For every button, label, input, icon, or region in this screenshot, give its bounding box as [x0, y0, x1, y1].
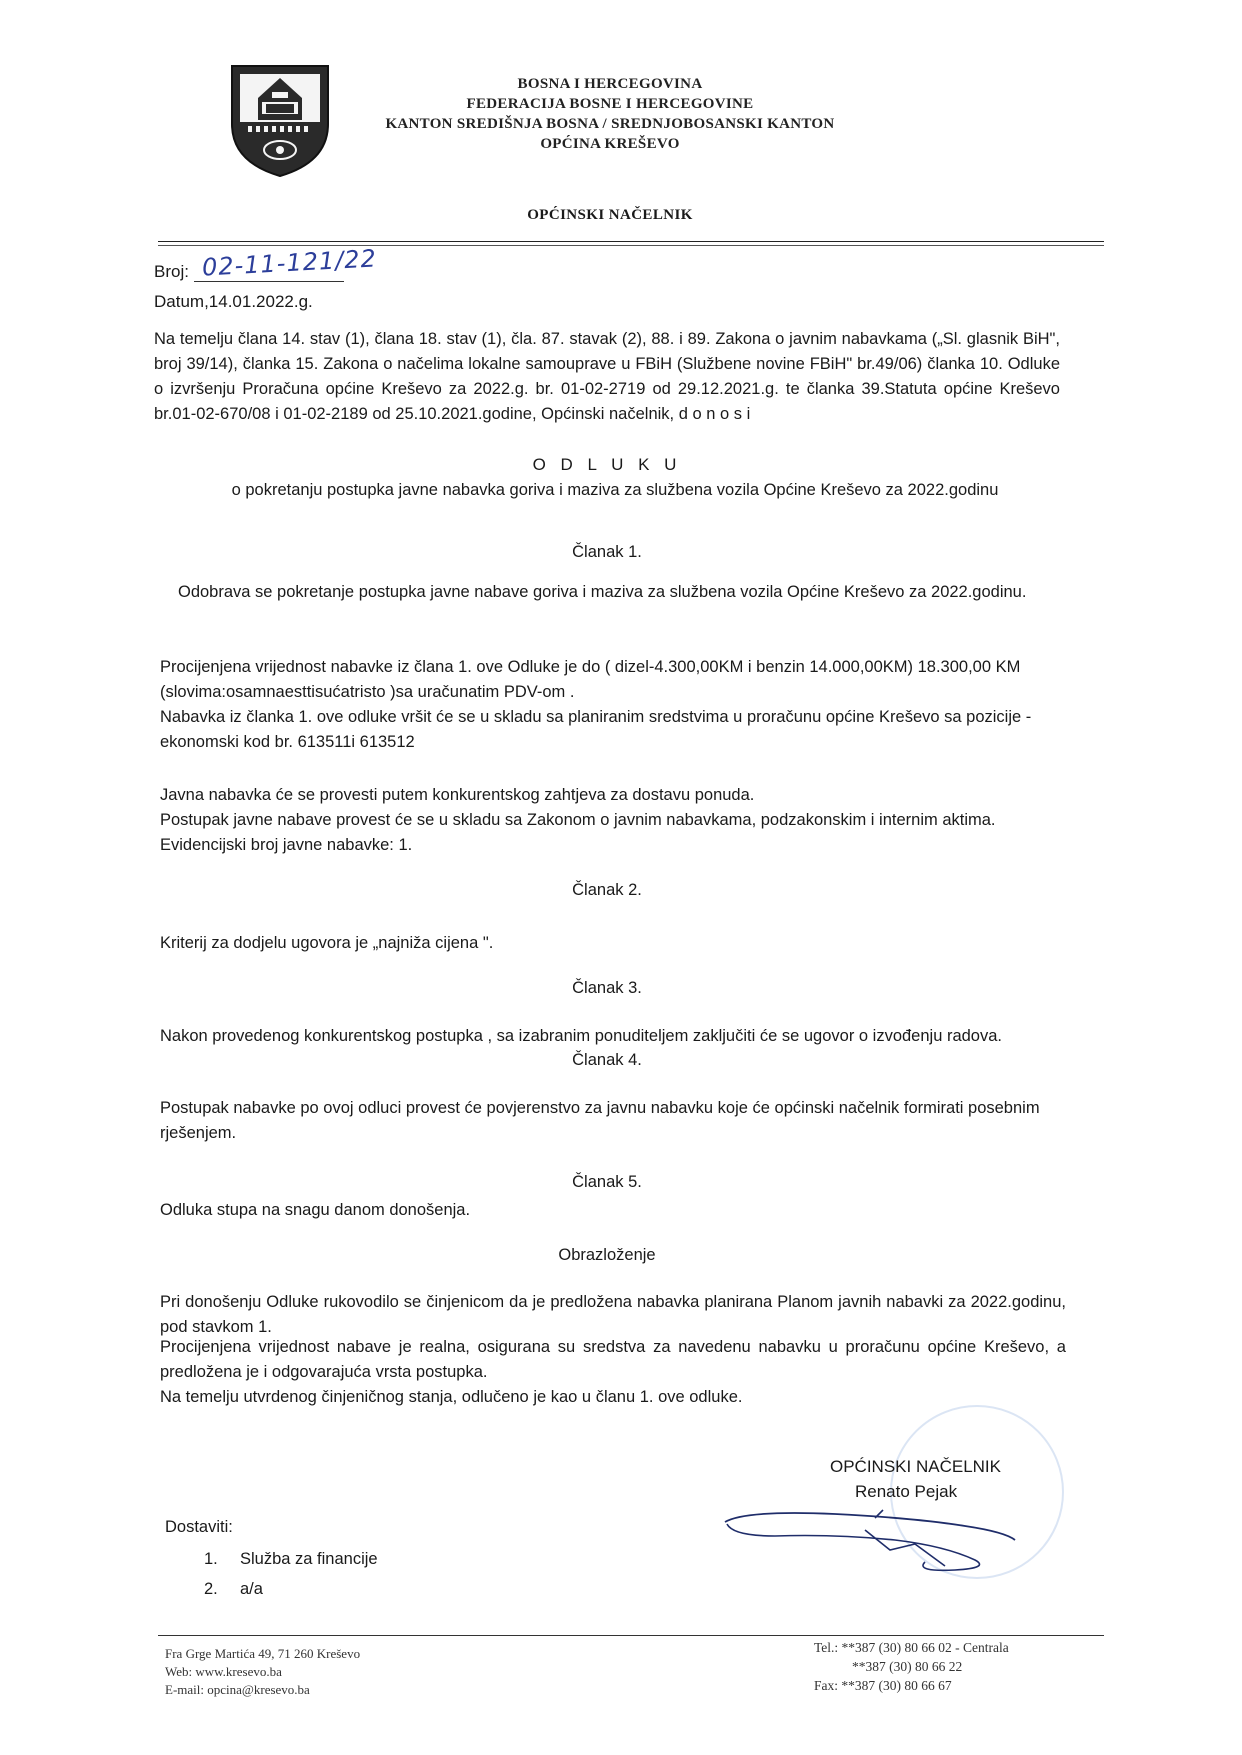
evidence-number: Evidencijski broj javne nabavke: 1.	[160, 836, 413, 854]
footer-fax: Fax: **387 (30) 80 66 67	[814, 1678, 952, 1693]
article-3-body: Nakon provedenog konkurentskog postupka , sa izabranim ponuditeljem zaključiti će se ugovor o izvođenju radova.	[160, 1027, 1002, 1045]
article-4-heading: Članak 4.	[572, 1051, 642, 1069]
header-municipality: OPĆINA KREŠEVO	[540, 136, 680, 152]
article-2-heading: Članak 2.	[572, 881, 642, 899]
article-1-procedure	[160, 783, 1080, 858]
explanation-p2: Procijenjena vrijednost nabave je realna, osigurana su sredstva za navedenu nabavku u proračunu općine Kreševo, a predložena je i odgovarajuća vrsta postupka.	[160, 1338, 1066, 1381]
article-5-heading: Članak 5.	[572, 1173, 642, 1191]
procedure-type: Javna nabavka će se provesti putem konkurentskog zahtjeva za dostavu ponuda.	[160, 786, 755, 804]
decision-subtitle: o pokretanju postupka javne nabavka goriva i maziva za službena vozila Općine Kreševo za 2022.godinu	[231, 481, 999, 499]
article-4-body: Postupak nabavke po ovoj odluci provest će povjerenstvo za javnu nabavku koje će općinski načelnik formirati posebnim rješenjem.	[160, 1099, 1040, 1142]
footer-divider	[158, 1635, 1104, 1636]
document-header	[300, 74, 920, 154]
article-5-body: Odluka stupa na snagu danom donošenja.	[160, 1201, 471, 1219]
header-divider-thin	[158, 245, 1104, 246]
header-divider	[158, 241, 1104, 242]
footer-email: E-mail: opcina@kresevo.ba	[165, 1682, 310, 1697]
explanation-p1: Pri donošenju Odluke rukovodilo se činjenicom da je predložena nabavka planirana Planom javnih nabavki za 2022.godinu, pod stavkom 1.	[160, 1293, 1066, 1336]
footer-tel2: **387 (30) 80 66 22	[852, 1659, 963, 1674]
department-title: OPĆINSKI NAČELNIK	[527, 207, 693, 223]
broj-handwritten: 02-11-121/22	[201, 244, 378, 282]
distribution-list	[204, 1544, 378, 1604]
handwritten-signature-icon	[715, 1500, 1045, 1580]
budget-text: Nabavka iz članka 1. ove odluke vršit će se u skladu sa planiranim sredstvima u proračunu općine Kreševo sa pozicije -ekonomski kod br. 613511i 613512	[160, 708, 1032, 751]
reference-number	[154, 244, 378, 282]
explanation-heading: Obrazloženje	[558, 1246, 656, 1264]
footer-web: Web: www.kresevo.ba	[165, 1664, 282, 1679]
header-canton: KANTON SREDIŠNJA BOSNA / SREDNJOBOSANSKI KANTON	[385, 116, 835, 132]
header-federation: FEDERACIJA BOSNE I HERCEGOVINE	[466, 96, 754, 112]
article-3-heading: Članak 3.	[572, 979, 642, 997]
legal-basis-paragraph: Na temelju člana 14. stav (1), člana 18. stav (1), čla. 87. stavak (2), 88. i 89. Zakona o javnim nabavkama („Sl. glasnik BiH", broj 39/14), članka 15. Zakona o načelima lokalne samouprave u FBiH (Službene novine FBiH" br.49/06) članka 10. Odluke o izvršenju Proračuna općine Kreševo za 2022.g. br. 01-02-2719 od 29.12.2021.g. te članka 39.Statuta općine Kreševo br.01-02-670/08 i 01-02-2189 od 25.10.2021.godine, Općinski načelnik, d o n o s i	[154, 330, 1060, 423]
explanation-p3: Na temelju utvrdenog činjeničnog stanja, odlučeno je kao u članu 1. ove odluke.	[160, 1388, 743, 1406]
signatory-title: OPĆINSKI NAČELNIK	[830, 1457, 1001, 1476]
footer-address: Fra Grge Martića 49, 71 260 Kreševo	[165, 1646, 361, 1661]
decision-title: O D L U K U	[532, 455, 682, 474]
footer-contact-left	[165, 1645, 360, 1699]
signatory-name: Renato Pejak	[855, 1482, 958, 1501]
header-country: BOSNA I HERCEGOVINA	[517, 76, 703, 92]
broj-line	[194, 244, 378, 282]
article-1-estimate	[160, 655, 1080, 755]
article-1-heading: Članak 1.	[572, 543, 642, 561]
procedure-legal: Postupak javne nabave provest će se u skladu sa Zakonom o javnim nabavkama, podzakonskim i internim aktima.	[160, 811, 996, 829]
list-item: 1. Služba za financije	[204, 1550, 378, 1568]
distribution-label: Dostaviti:	[165, 1518, 233, 1536]
list-item: 2. a/a	[204, 1580, 263, 1598]
footer-contact-right	[814, 1638, 1009, 1695]
article-1-body: Odobrava se pokretanje postupka javne nabave goriva i maziva za službena vozila Općine Kreševo za 2022.godinu.	[178, 583, 1027, 601]
article-2-body: Kriterij za dodjelu ugovora je „najniža cijena ".	[160, 934, 494, 952]
document-date: Datum,14.01.2022.g.	[154, 292, 313, 311]
footer-tel1: Tel.: **387 (30) 80 66 02 - Centrala	[814, 1640, 1009, 1655]
estimate-text: Procijenjena vrijednost nabavke iz člana 1. ove Odluke je do ( dizel-4.300,00KM i benzin 14.000,00KM) 18.300,00 KM (slovima:osamnaesttisućatristo )sa uračunatim PDV-om .	[160, 658, 1021, 701]
broj-label: Broj:	[154, 262, 189, 281]
